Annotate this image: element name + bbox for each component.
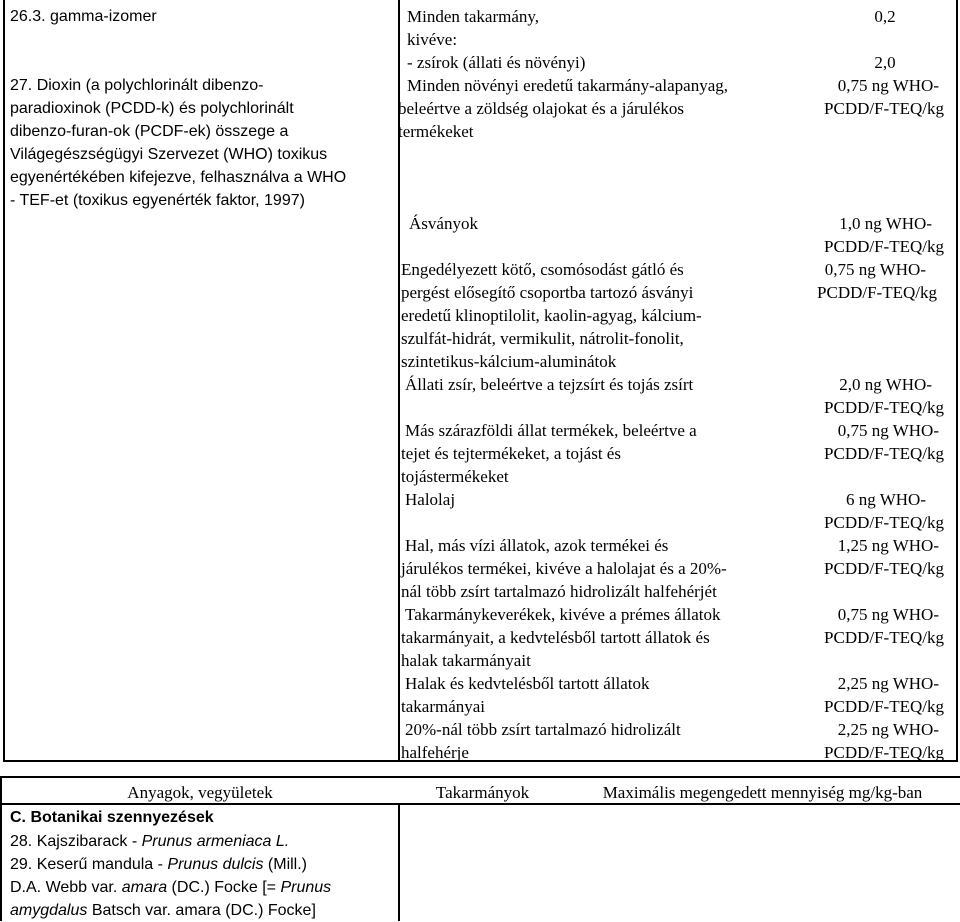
upper-right-border	[956, 0, 958, 762]
feed-line: kivéve:	[407, 30, 458, 49]
feed-line: Állati zsír, beleértve a tejzsírt és tojás zsírt	[405, 375, 694, 394]
feed-line: járulékos termékei, kivéve a halolajat és a 20%-	[401, 559, 727, 578]
limit-value: 2,25 ng WHO-	[837, 674, 939, 693]
feed-line: - zsírok (állati és növényi)	[407, 53, 586, 72]
row-26-3-label: 26.3. gamma-izomer	[10, 8, 157, 25]
limit-value: PCDD/F-TEQ/kg	[824, 398, 944, 417]
row-27-line: - TEF-et (toxikus egyenérték faktor, 1997)	[10, 192, 305, 209]
feed-line: tojástermékeket	[401, 467, 509, 486]
limit-value: 0,75 ng WHO-	[837, 421, 939, 440]
feed-line: Más szárazföldi állat termékek, beleértve a	[405, 421, 697, 440]
limit-value: PCDD/F-TEQ/kg	[824, 697, 944, 716]
limit-value: 2,0 ng WHO-	[839, 375, 932, 394]
feed-line: Minden növényi eredetű takarmány-alapanyag,	[407, 76, 728, 95]
limit-value: 0,75 ng WHO-	[837, 605, 939, 624]
header-feeds: Takarmányok	[435, 783, 530, 802]
feed-line: szintetikus-kálcium-aluminátok	[401, 352, 617, 371]
feed-line: pergést elősegítő csoportba tartozó ásványi	[401, 283, 694, 302]
feed-line: Minden takarmány,	[407, 7, 540, 26]
limit-value: PCDD/F-TEQ/kg	[824, 743, 944, 762]
row-27-line: 27. Dioxin (a polychlorinált dibenzo-	[10, 77, 264, 94]
upper-left-border	[3, 0, 5, 762]
header-materials: Anyagok, vegyületek	[127, 783, 273, 802]
limit-value: 2,25 ng WHO-	[837, 720, 939, 739]
row-29-text: D.A. Webb var.	[10, 879, 122, 896]
header-max-amount: Maximális megengedett mennyiség mg/kg-ban	[602, 783, 923, 802]
feed-line: Halolaj	[405, 490, 456, 509]
row-27-line: Világegészségügyi Szervezet (WHO) toxikus	[10, 146, 328, 163]
row-29-latin: amygdalus	[10, 902, 88, 919]
row-27-line: dibenzo-furan-ok (PCDF-ek) összege a	[10, 123, 289, 140]
feed-line: Ásványok	[409, 214, 478, 233]
feed-line: beleértve a zöldség olajokat és a járulékos	[398, 99, 685, 118]
limit-value: 0,75 ng WHO-	[824, 260, 926, 279]
row-29-latin: amara	[121, 879, 168, 896]
feed-line: Takarmánykeverékek, kivéve a prémes állatok	[405, 605, 721, 624]
feed-line: tejet és tejtermékeket, a tojást és	[401, 444, 621, 463]
feed-line: Engedélyezett kötő, csomósodást gátló és	[401, 260, 684, 279]
limit-value: PCDD/F-TEQ/kg	[824, 559, 944, 578]
feed-line: halfehérje	[401, 743, 469, 762]
feed-line: nál több zsírt tartalmazó hidrolizált halfehérjét	[401, 582, 717, 601]
limit-value: PCDD/F-TEQ/kg	[824, 628, 944, 647]
limit-value: 1,25 ng WHO-	[837, 536, 939, 555]
row-28-text: 28. Kajszibarack -	[10, 833, 142, 850]
section-title: C. Botanikai szennyezések	[10, 809, 214, 826]
limit-value: 0,2	[874, 7, 896, 26]
row-28	[10, 830, 289, 853]
feed-line: Hal, más vízi állatok, azok termékei és	[405, 536, 669, 555]
limit-value: PCDD/F-TEQ/kg	[824, 444, 944, 463]
row-29-line1	[10, 853, 307, 876]
feed-line: 20%-nál több zsírt tartalmazó hidrolizált	[405, 720, 681, 739]
feed-line: termékeket	[398, 122, 474, 141]
limit-value: 1,0 ng WHO-	[839, 214, 932, 233]
row-28-latin: Prunus armeniaca L.	[141, 833, 290, 850]
limit-value: 6 ng WHO-	[846, 490, 926, 509]
row-29-line2	[10, 876, 331, 899]
lower-top-border	[0, 776, 960, 778]
row-29-text: (Mill.)	[263, 856, 308, 873]
row-27-line: paradioxinok (PCDD-k) és polychlorinált	[10, 100, 294, 117]
limit-value: 0,75 ng WHO-	[837, 76, 939, 95]
feed-line: Halak és kedvtelésből tartott állatok	[405, 674, 650, 693]
row-27-line: egyenértékében kifejezve, felhasználva a WHO	[10, 169, 347, 186]
feed-line: takarmányai	[401, 697, 486, 716]
limit-value: PCDD/F-TEQ/kg	[824, 513, 944, 532]
row-29-latin: Prunus dulcis	[167, 856, 264, 873]
feed-line: takarmányait, a kedvtelésből tartott állatok és	[401, 628, 710, 647]
limit-value: PCDD/F-TEQ/kg	[824, 99, 944, 118]
feed-line: eredetű klinoptilolit, kaolin-agyag, kálcium-	[401, 306, 702, 325]
row-29-latin: Prunus	[280, 879, 332, 896]
row-29-text: (DC.) Focke [=	[167, 879, 281, 896]
limit-value: PCDD/F-TEQ/kg	[824, 237, 944, 256]
feed-line: halak takarmányait	[401, 651, 531, 670]
row-29-text: Batsch var. amara (DC.) Focke]	[87, 902, 316, 919]
row-29-line3	[10, 899, 316, 922]
limit-value: 2,0	[874, 53, 896, 72]
limit-value: PCDD/F-TEQ/kg	[817, 283, 937, 302]
lower-col-divider	[398, 805, 400, 921]
row-29-text: 29. Keserű mandula -	[10, 856, 168, 873]
feed-line: szulfát-hidrát, vermikulit, nátrolit-fonolit,	[401, 329, 684, 348]
